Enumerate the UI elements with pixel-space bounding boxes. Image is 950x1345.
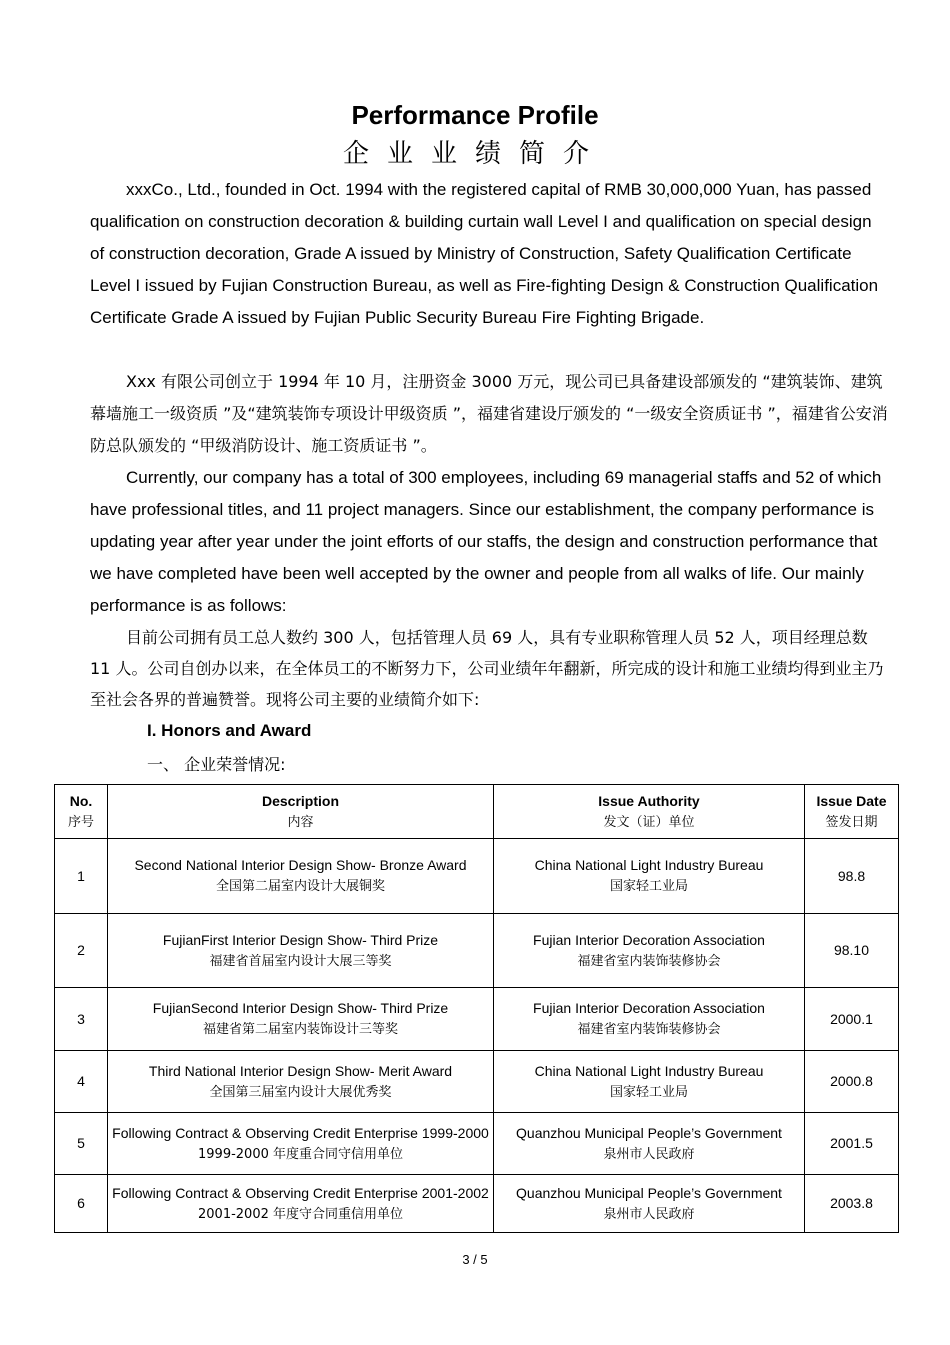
row-no: 3 [55, 988, 108, 1051]
row-authority [494, 914, 805, 988]
page-title: Performance Profile [351, 100, 599, 130]
row-auth-cn: 泉州市人民政府 [603, 1146, 695, 1162]
header-desc-cn: 内容 [287, 814, 314, 830]
row-date: 2000.8 [805, 1051, 899, 1113]
row-auth-en: Quanzhou Municipal People’s Government [516, 1124, 782, 1141]
row-desc-en: FujianFirst Interior Design Show- Third Prize [162, 931, 439, 948]
header-date-cn: 签发日期 [825, 814, 878, 830]
page-subtitle: 企业业绩简介 [342, 139, 607, 169]
table-row [55, 1113, 899, 1175]
section-heading-cn: 一、 企业荣誉情况: [147, 755, 286, 774]
row-description [108, 839, 494, 914]
row-description [108, 1113, 494, 1175]
row-no: 2 [55, 914, 108, 988]
intro-text-en: xxxCo., Ltd., founded in Oct. 1994 with the registered capital of RMB 30,000,000 Yuan, has passed qualification on construction decoration & building curtain wall Level I and qualification on special design of construction decoration, Grade A issued by Ministry of Construction, Safety Qualification Certificate Level I issued by Fujian Construction Bureau, as well as Fire-fighting Design & Construction Qualification Certificate Grade A issued by Fujian Public Security Bureau Fire Fighting Brigade. [90, 180, 879, 327]
staff-text-en: Currently, our company has a total of 300 employees, including 69 managerial staffs and 52 of which have professional titles, and 11 project managers. Since our establishment, the company performance is updating year after year under the joint efforts of our staffs, the design and construction performance that we have completed have been well accepted by the owner and people from all walks of life. Our mainly performance is as follows: [90, 468, 882, 615]
row-auth-en: China National Light Industry Bureau [534, 857, 764, 873]
table-row [55, 1175, 899, 1233]
row-auth-en: Quanzhou Municipal People’s Government [516, 1184, 782, 1201]
staff-paragraph-cn [90, 622, 890, 715]
row-desc-en: Second National Interior Design Show- Bronze Award [134, 857, 467, 873]
header-description [108, 785, 494, 839]
row-no: 6 [55, 1175, 108, 1233]
row-no: 1 [55, 839, 108, 914]
row-auth-cn: 福建省室内装饰装修协会 [577, 1022, 721, 1037]
row-authority [494, 988, 805, 1051]
row-authority [494, 1175, 805, 1233]
row-auth-cn: 泉州市人民政府 [603, 1206, 695, 1222]
header-no [55, 785, 108, 839]
intro-text-cn: Xxx 有限公司创立于 1994 年 10 月，注册资金 3000 万元，现公司已具备建设部颁发的 “建筑装饰、建筑幕墙施工一级资质 ”及“建筑装饰专项设计甲级资质 ”，福建省建设厅颁发的 “一级安全资质证书 ”，福建省公安消防总队颁发的 “甲级消防设计、施工资质证书 ”。 [90, 372, 888, 455]
header-date [805, 785, 899, 839]
row-description [108, 1175, 494, 1233]
row-desc-cn: 福建省第二届室内装饰设计三等奖 [202, 1022, 398, 1037]
header-no-cn: 序号 [67, 814, 94, 830]
intro-paragraph-cn [90, 366, 890, 462]
row-desc-cn: 1999-2000 年度重合同守信用单位 [198, 1146, 403, 1162]
header-date-en: Issue Date [816, 792, 887, 809]
row-desc-en: Third National Interior Design Show- Merit Award [148, 1062, 453, 1079]
page-number: 3 / 5 [462, 1252, 488, 1267]
row-authority [494, 839, 805, 914]
row-date: 2000.1 [805, 988, 899, 1051]
row-desc-en: Following Contract & Observing Credit Enterprise 2001-2002 [112, 1184, 489, 1201]
staff-text-cn: 目前公司拥有员工总人数约 300 人，包括管理人员 69 人，具有专业职称管理人员 52 人，项目经理总数 11 人。公司自创办以来，在全体员工的不断努力下，公司业绩年年翻新，所完成的设计和施工业绩均得到业主乃至社会各界的普遍赞誉。现将公司主要的业绩简介如下: [90, 628, 884, 709]
row-description [108, 914, 494, 988]
row-desc-en: Following Contract & Observing Credit Enterprise 1999-2000 [112, 1124, 489, 1141]
row-date: 98.10 [805, 914, 899, 988]
row-auth-cn: 国家轻工业局 [609, 1084, 688, 1100]
row-auth-en: Fujian Interior Decoration Association [533, 931, 765, 948]
row-no: 5 [55, 1113, 108, 1175]
honors-table [54, 784, 899, 1233]
row-auth-cn: 福建省室内装饰装修协会 [577, 953, 721, 969]
staff-paragraph-en [90, 462, 890, 622]
row-auth-cn: 国家轻工业局 [609, 879, 688, 894]
header-desc-en: Description [261, 792, 339, 809]
row-desc-cn: 全国第二届室内设计大展铜奖 [215, 879, 385, 894]
row-no: 4 [55, 1051, 108, 1113]
row-authority [494, 1051, 805, 1113]
row-desc-en: FujianSecond Interior Design Show- Third Prize [152, 1000, 449, 1016]
header-no-en: No. [69, 792, 93, 809]
row-desc-cn: 福建省首届室内设计大展三等奖 [209, 953, 392, 969]
table-row [55, 914, 899, 988]
intro-paragraph-en [90, 174, 890, 334]
header-auth-cn: 发文（证）单位 [603, 814, 695, 830]
table-row [55, 839, 899, 914]
table-header-row [55, 785, 899, 839]
row-date: 2003.8 [805, 1175, 899, 1233]
header-auth-en: Issue Authority [598, 792, 700, 809]
row-desc-cn: 2001-2002 年度守合同重信用单位 [198, 1206, 403, 1222]
header-authority [494, 785, 805, 839]
row-auth-en: Fujian Interior Decoration Association [533, 1000, 765, 1016]
section-heading-en: I. Honors and Award [147, 721, 312, 740]
row-desc-cn: 全国第三届室内设计大展优秀奖 [209, 1084, 392, 1100]
row-auth-en: China National Light Industry Bureau [534, 1062, 764, 1079]
row-description [108, 988, 494, 1051]
row-description [108, 1051, 494, 1113]
row-date: 98.8 [805, 839, 899, 914]
row-authority [494, 1113, 805, 1175]
row-date: 2001.5 [805, 1113, 899, 1175]
table-row [55, 988, 899, 1051]
table-row [55, 1051, 899, 1113]
